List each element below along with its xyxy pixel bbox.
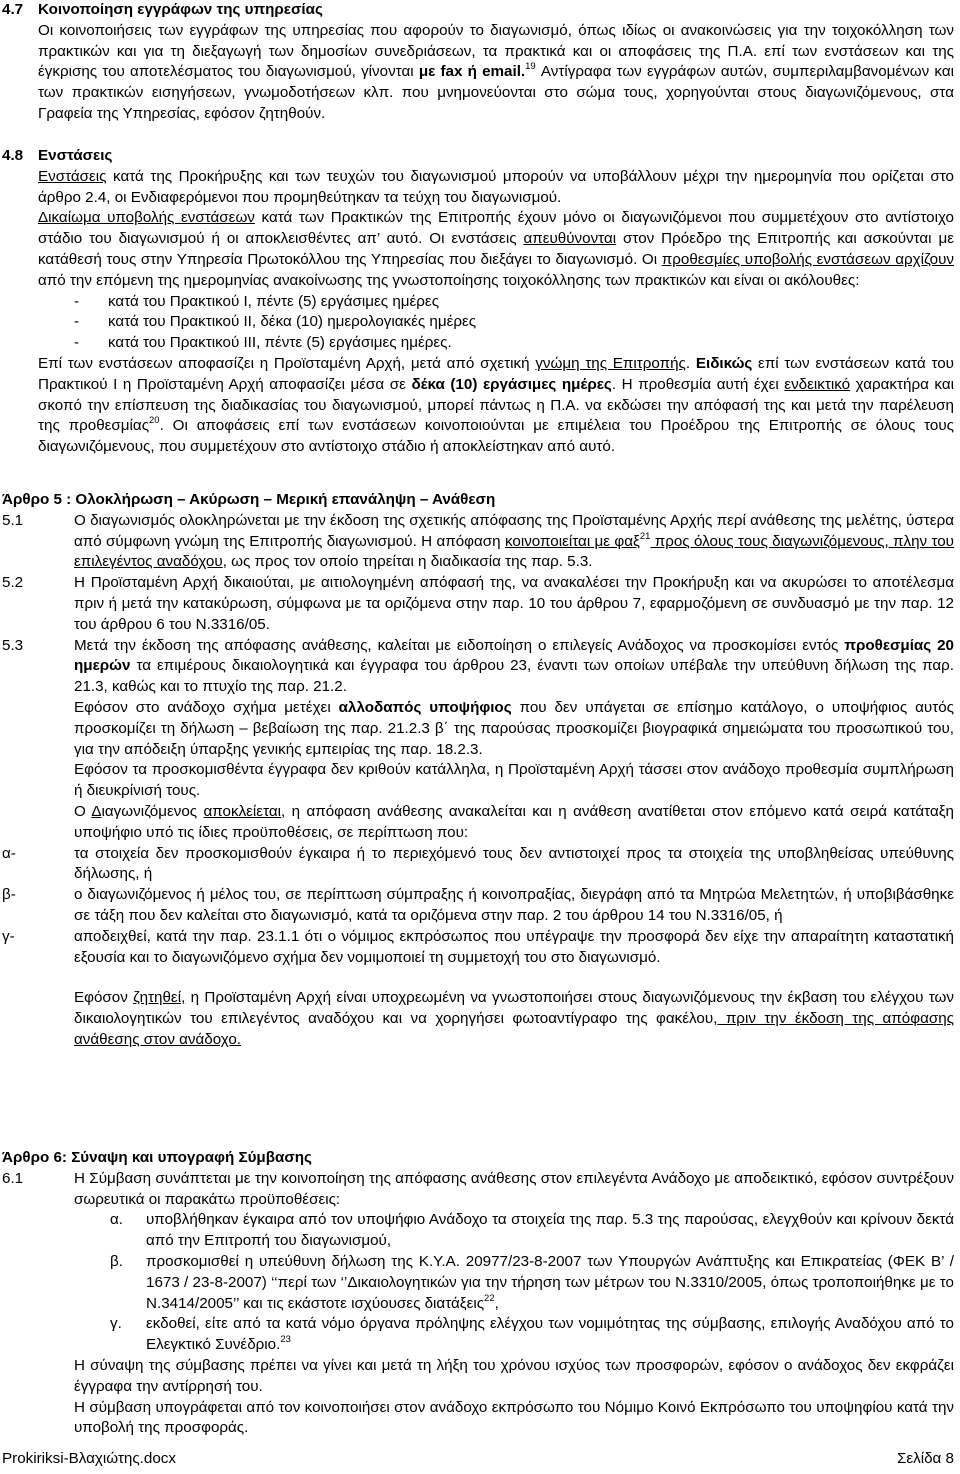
paragraph: Δικαίωμα υποβολής ενστάσεων κατά των Πρακτικών της Επιτροπής έχουν μόνο οι διαγωνιζόμενοι που συμμετέχουν στο αντίστοιχο στάδιο του διαγωνισμού ή οι αποκλεισθέντες απ’ αυτό. Οι ενστάσεις απευθύνονται στον Πρόεδρο της Επιτροπής και ασκούνται με κατάθεσή τους στην Υπηρεσία Πρωτοκόλλου της Υπηρεσίας που διεξάγει το διαγωνισμό. Οι προθεσμίες υποβολής ενστάσεων αρχίζουν από την επόμενη της ημερομηνίας ανακοίνωσης της γνωστοποίησης τοιχοκόλλησης των πρακτικών και είναι οι ακόλουθες: [38, 209, 954, 289]
footnote-ref[interactable]: 21 [639, 530, 651, 542]
item-label: γ- [2, 927, 15, 945]
clause-number: 5.3 [2, 636, 24, 654]
list-item: γ- αποδειχθεί, κατά την παρ. 23.1.1 ότι ο νόμιμος εκπρόσωπος που υπέγραψε την προσφορά δεν είχε την απαραίτητη καταστατική εξουσία και το διαγωνιζόμενο σχήμα δεν νομιμοποιεί τη συμμετοχή του στο διαγωνισμό. [2, 927, 954, 969]
item-label: α. [110, 1211, 123, 1229]
list-item: α. υποβλήθηκαν έγκαιρα από τον υποψήφιο Ανάδοχο τα στοιχεία της παρ. 5.3 της παρούσας, ελεγχθούν και κρίνουν δεκτά από την Επιτροπή του διαγωνισμού, [2, 1210, 954, 1252]
clause-5-2 [2, 573, 954, 635]
clause-5-1 [2, 511, 954, 573]
section-number: 4.7 [2, 1, 24, 18]
section-4-7 [2, 0, 954, 125]
item-label: β. [110, 1252, 123, 1270]
item-label: β- [2, 886, 16, 904]
paragraph: Εφόσον ζητηθεί, η Προϊσταμένη Αρχή είναι υποχρεωμένη να γνωστοποιήσει στους διαγωνιζόμενους την έκβαση του ελέγχου των δικαιολογητικών του επιλεγέντος αναδόχου και να χορηγήσει φωτοαντίγραφο της φακέλου, πριν την έκδοση της απόφασης ανάθεσης στον ανάδοχο. [74, 989, 954, 1048]
footnote-ref[interactable]: 23 [280, 1334, 291, 1346]
paragraph: Εφόσον στο ανάδοχο σχήμα μετέχει αλλοδαπός υποψήφιος που δεν υπάγεται σε επίσημο κατάλογο, ο υποψήφιος αυτός προσκομίζει τη δήλωση – βεβαίωση της παρ. 21.2.3 β΄ της παρούσας προσκομίζει βιογραφικά σημειώματα του προσωπικού του, για την απόδειξη ύπαρξης γενικής εμπειρίας της παρ. 18.2.3. [74, 698, 954, 758]
list-item: γ. εκδοθεί, είτε από τα κατά νόμο όργανα πρόληψης ελέγχου των νομιμότητας της σύμβασης, επιλογής Αναδόχου από το Ελεγκτικό Συνέδριο.$^{23}$ [2, 1314, 954, 1356]
list-item: - κατά του Πρακτικού ΙΙΙ, πέντε (5) εργάσιμες ημέρες. [74, 334, 452, 352]
section-title: Κοινοποίηση εγγράφων της υπηρεσίας [38, 1, 323, 18]
paragraph: Οι κοινοποιήσεις των εγγράφων της υπηρεσίας που αφορούν το διαγωνισμό, όπως ιδίως οι ανακοινώσεις για την τοιχοκόλληση των πρακτικών και για τη διεξαγωγή των δημοσίων συνεδριάσεων, τα πρακτικά και οι αποφάσεις της Π.Α. επί των ενστάσεων και της έγκρισης του αποτελέσματος του διαγωνισμού, γίνονται με fax ή email.$^{19}$ Αντίγραφα των εγγράφων αυτών, συμπεριλαμβανομένων και των πρακτικών εισηγήσεων, γνωμοδοτήσεων κλπ. που μνημονεύονται στο σώμα τους, χορηγούνται στους διαγωνιζόμενους, στα Γραφεία της Υπηρεσίας, εφόσον ζητηθούν. [38, 21, 954, 122]
footnote-ref[interactable]: 20 [149, 415, 160, 427]
list-item: - κατά του Πρακτικού ΙΙ, δέκα (10) ημερολογιακές ημέρες [74, 313, 477, 331]
paragraph: Η Προϊσταμένη Αρχή δικαιούται, με αιτιολογημένη απόφασή της, να ανακαλέσει την Προκήρυξη και να ακυρώσει το αποτέλεσμα πριν ή μετά την κατακύρωση, σύμφωνα με τα οριζόμενα στην παρ. 10 του άρθρου 7, εφαρμοζόμενη σε συνδυασμό με την παρ. 12 του άρθρου 6 του Ν.3316/05. [74, 574, 954, 633]
article-title: Άρθρο 6: Σύναψη και υπογραφή Σύμβασης [2, 1149, 312, 1166]
paragraph: Επί των ενστάσεων αποφασίζει η Προϊσταμένη Αρχή, μετά από σχετική γνώμη της Επιτροπής. Ειδικώς επί των ενστάσεων κατά του Πρακτικού Ι η Προϊσταμένη Αρχή αποφασίζει μέσα σε δέκα (10) εργάσιμες ημέρες. Η προθεσμία αυτή έχει ενδεικτικό χαρακτήρα και σκοπό την επίσπευση της διαδικασίας του διαγωνισμού, μπορεί πάντως η Π.Α. να εκδώσει την απόφασή της και μετά την παρέλευση της προθεσμίας$^{20}$. Οι αποφάσεις επί των ενστάσεων κοινοποιούνται με επιμέλεια του Προέδρου της Επιτροπής σε όλους τους διαγωνιζόμενους, που συμμετέχουν στο αντίστοιχο στάδιο ή αποκλείστηκαν από αυτό. [38, 354, 954, 456]
clause-number: 5.1 [2, 511, 24, 529]
clause-number: 6.1 [2, 1169, 24, 1187]
footer-page-number: Σελίδα 8 [896, 1450, 954, 1467]
clause-5-3 [2, 636, 954, 844]
footnote-ref[interactable]: 19 [525, 61, 536, 73]
paragraph: Ενστάσεις κατά της Προκήρυξης και των τευχών του διαγωνισμού μπορούν να υποβάλλουν μέχρι την ημερομηνία που ορίζεται στο άρθρο 2.4, οι Ενδιαφερόμενοι που προμηθεύτηκαν τα τεύχη του διαγωνισμού. [38, 167, 954, 206]
list-item: β- ο διαγωνιζόμενος ή μέλος του, σε περίπτωση σύμπραξης ή κοινοπραξίας, διεγράφη από τα Μητρώα Μελετητών, ή υποβιβάσθηκε σε τάξη που δεν καλείται στο διαγωνισμό, κατά τα οριζόμενα στην παρ. 2 του άρθρου 14 του Ν.3316/05, ή [2, 885, 954, 927]
section-4-8 [2, 146, 954, 458]
list-item: β. προσκομισθεί η υπεύθυνη δήλωση της Κ.Υ.Α. 20977/23-8-2007 των Υπουργών Ανάπτυξης και Επικρατείας (ΦΕΚ Β’ / 1673 / 23-8-2007) ‘‘περί των ‘’Δικαιολογητικών για την τήρηση των μέτρων του Ν.3310/2005, όπως τροποποιήθηκε με το Ν.3414/2005’’ και τις εκάστοτε ισχύουσες διατάξεις$^{22}$, [2, 1252, 954, 1314]
article-5 [2, 490, 954, 1051]
paragraph: Η σύμβαση υπογράφεται από τον κοινοποιήσει στον ανάδοχο εκπρόσωπο του Νόμιμο Κοινό Εκπρόσωπο του υποψηφίου κατά την υποβολή της προσφοράς. [74, 1398, 954, 1437]
section-heading [2, 0, 954, 21]
paragraph: Ο διαγωνισμός ολοκληρώνεται με την έκδοση της σχετικής απόφασης της Προϊσταμένης Αρχής περί ανάθεσης της μελέτης, ύστερα από σύμφωνη γνώμη της Επιτροπής διαγωνισμού. Η απόφαση κοινοποιείται με φαξ$^{21}$ προς όλους τους διαγωνιζόμενους, πλην του επιλεγέντος αναδόχου, ως προς τον οποίο τηρείται η διαδικασία της παρ. 5.3. [74, 511, 954, 571]
footnote-ref[interactable]: 22 [484, 1292, 495, 1304]
clause-6-1 [2, 1169, 954, 1211]
footer-filename: Prokiriksi-Βλαχιώτης.docx [2, 1450, 176, 1467]
list-item: - κατά του Πρακτικού Ι, πέντε (5) εργάσιμες ημέρες [74, 292, 440, 310]
paragraph: Μετά την έκδοση της απόφασης ανάθεσης, καλείται με ειδοποίηση ο επιλεγείς Ανάδοχος να προσκομίσει εντός προθεσμίας 20 ημερών τα επιμέρους δικαιολογητικά και έγγραφα του άρθρου 23, έναντι των οποίων υπέβαλε την υπεύθυνη δήλωση της παρ. 21.3, καθώς και το πτυχίο της παρ. 21.2. [74, 636, 955, 696]
paragraph: Εφόσον τα προσκομισθέντα έγγραφα δεν κριθούν κατάλληλα, η Προϊσταμένη Αρχή τάσσει στον ανάδοχο προθεσμία συμπλήρωση ή διευκρίνισή τους. [74, 761, 954, 800]
paragraph: Η σύναψη της σύμβασης πρέπει να γίνει και μετά τη λήξη του χρόνου ισχύος των προσφορών, εφόσον ο ανάδοχος δεν εκφράζει έγγραφα την αντίρρησή του. [74, 1356, 954, 1395]
section-title: Ενστάσεις [38, 147, 113, 164]
item-label: α- [2, 844, 16, 862]
list-item: α- τα στοιχεία δεν προσκομισθούν έγκαιρα ή το περιεχόμενό τους δεν αντιστοιχεί προς τα στοιχεία της υποβληθείσας υπεύθυνης δήλωσης, ή [2, 844, 954, 886]
section-number: 4.8 [2, 147, 24, 164]
section-heading [2, 146, 954, 167]
page-footer [2, 1450, 954, 1467]
clause-number: 5.2 [2, 574, 24, 592]
paragraph: Ο Διαγωνιζόμενος αποκλείεται, η απόφαση ανάθεσης ανακαλείται και η ανάθεση ανατίθεται στον επόμενο κατά σειρά κατάταξη υποψήφιο υπό τις ίδιες προϋποθέσεις, σε περίπτωση που: [74, 802, 954, 841]
article-6 [2, 1148, 954, 1439]
article-title: Άρθρο 5 : Ολοκλήρωση – Ακύρωση – Μερική επανάληψη – Ανάθεση [2, 491, 496, 508]
item-label: γ. [110, 1315, 122, 1333]
paragraph: Η Σύμβαση συνάπτεται με την κοινοποίηση της απόφασης ανάθεσης στον επιλεγέντα Ανάδοχο με αποδεικτικό, εφόσον συντρέξουν σωρευτικά οι παρακάτω προϋποθέσεις: [74, 1169, 954, 1208]
